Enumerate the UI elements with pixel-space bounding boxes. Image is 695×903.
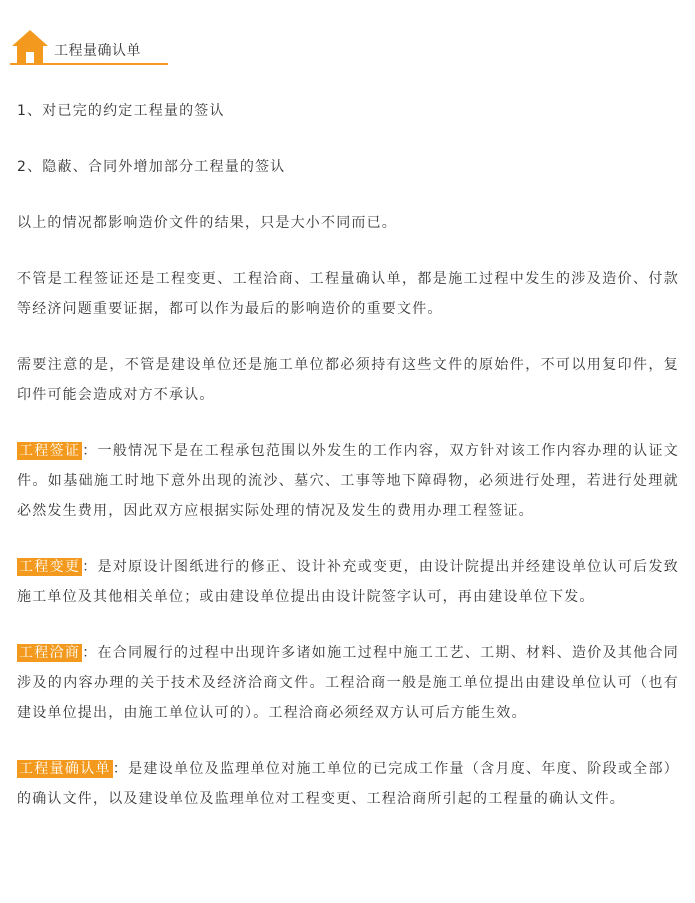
definition-text: ：一般情况下是在工程承包范围以外发生的工作内容，双方针对该工作内容办理的认证文件。如基础施工时地下意外出现的流沙、墓穴、工事等地下障碍物，必须进行处理，若进行处理就必然发生费用，因此双方应根据实际处理的情况及发生的费用办理工程签证。: [17, 443, 679, 519]
term-highlight: 工程洽商: [19, 645, 81, 661]
section-title: 工程量确认单: [54, 43, 141, 59]
definition-change: [17, 552, 679, 612]
definition-negotiation: [17, 638, 679, 728]
evidence-paragraph: 不管是工程签证还是工程变更、工程洽商、工程量确认单，都是施工过程中发生的涉及造价、付款等经济问题重要证据，都可以作为最后的影响造价的重要文件。: [17, 271, 679, 317]
definition-text: ：在合同履行的过程中出现许多诸如施工过程中施工工艺、工期、材料、造价及其他合同涉及的内容办理的关于技术及经济洽商文件。工程洽商一般是施工单位提出由建设单位认可（也有建设单位提出，由施工单位认可的）。工程洽商必须经双方认可后方能生效。: [17, 645, 679, 721]
section-header: [10, 28, 168, 66]
list-item-2: 2、隐蔽、合同外增加部分工程量的签认: [17, 159, 286, 175]
note-paragraph: 需要注意的是，不管是建设单位还是施工单位都必须持有这些文件的原始件，不可以用复印件，复印件可能会造成对方不承认。: [17, 357, 679, 403]
term-highlight: 工程量确认单: [19, 761, 111, 777]
article-body: [17, 96, 679, 840]
list-item-1: 1、对已完的约定工程量的签认: [17, 103, 225, 119]
term-highlight: 工程变更: [19, 559, 81, 575]
house-icon: [10, 28, 50, 66]
header-underline: [10, 63, 168, 65]
definition-text: ：是建设单位及监理单位对施工单位的已完成工作量（含月度、年度、阶段或全部）的确认文件，以及建设单位及监理单位对工程变更、工程洽商所引起的工程量的确认文件。: [17, 761, 679, 807]
definition-quantity: [17, 754, 679, 814]
definition-text: ：是对原设计图纸进行的修正、设计补充或变更，由设计院提出并经建设单位认可后发致施工单位及其他相关单位；或由建设单位提出由设计院签字认可，再由建设单位下发。: [17, 559, 679, 605]
term-highlight: 工程签证: [19, 443, 81, 459]
definition-visa: [17, 436, 679, 526]
summary-paragraph: 以上的情况都影响造价文件的结果，只是大小不同而已。: [17, 215, 397, 231]
